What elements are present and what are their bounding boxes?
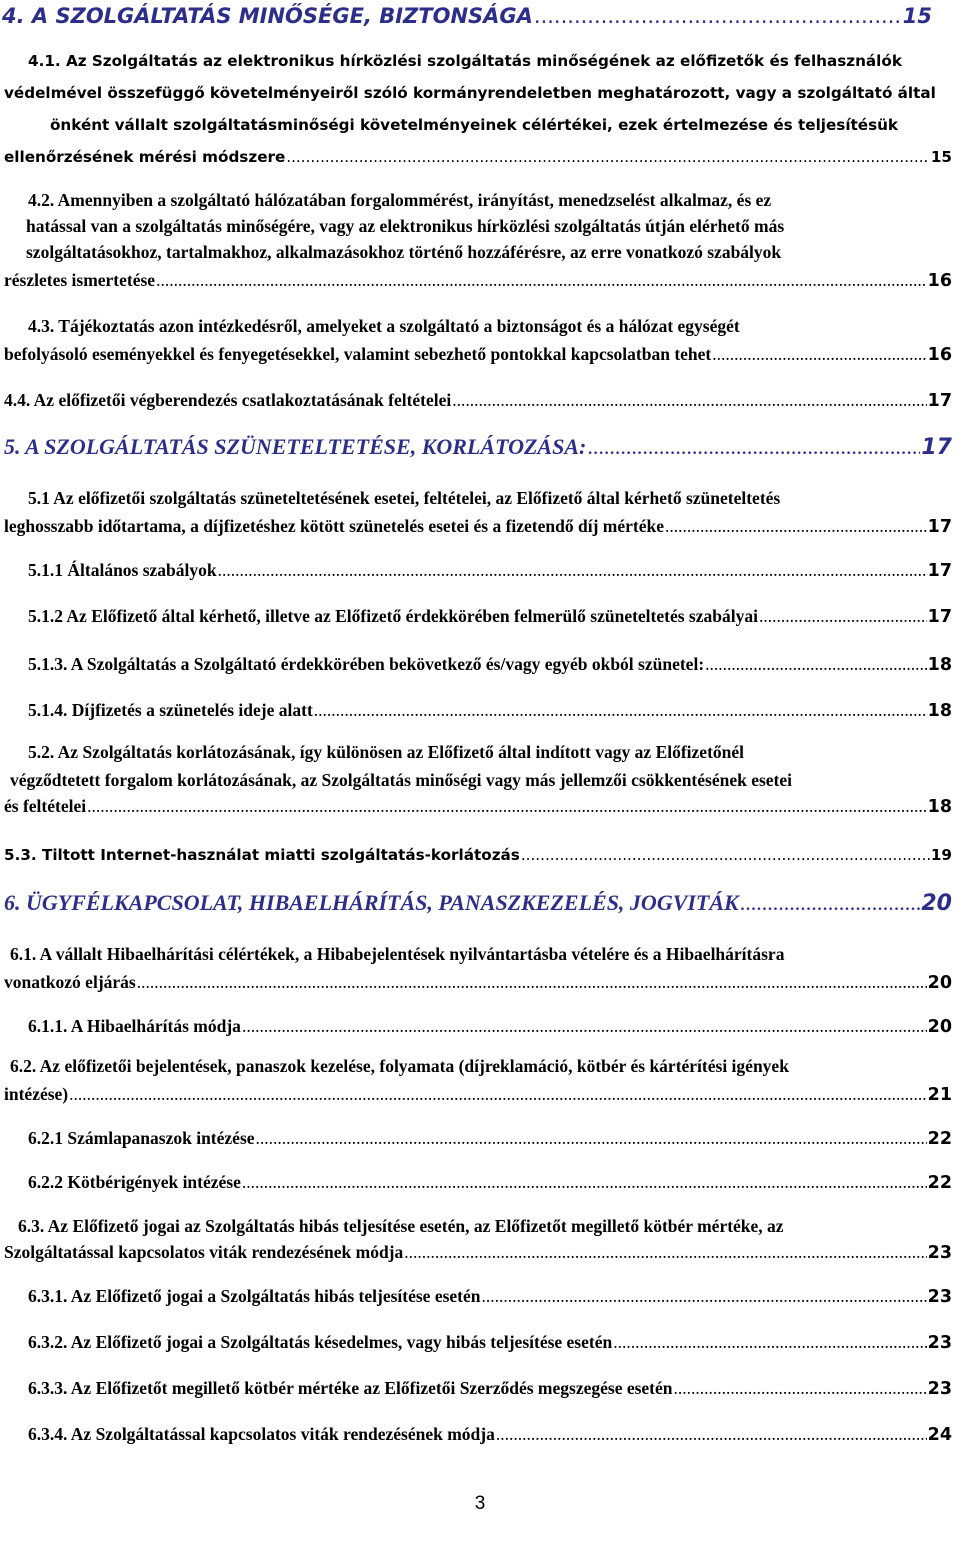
toc-entry-5-3[interactable]: 5.3. Tiltott Internet-használat miatti szolgáltatás-korlátozás ..... 19 [4, 846, 952, 864]
toc-entry-chapter-5[interactable]: 5. A SZOLGÁLTATÁS SZÜNETELTETÉSE, KORLÁTOZÁSA: ..... 17 [4, 434, 952, 460]
toc-entry-5-1-1[interactable]: 5.1.1 Általános szabályok ..... 17 [28, 560, 952, 581]
toc-entry-6-3-3[interactable]: 6.3.3. Az Előfizetőt megillető kötbér mértéke az Előfizetői Szerződés megszegése esetén ..... 23 [28, 1378, 952, 1399]
toc-entry-5-1-2[interactable]: 5.1.2 Az Előfizető által kérhető, illetve az Előfizető érdekkörében felmerülő szüneteltetés szabályai ..... 17 [28, 606, 952, 627]
toc-entry-6-2-2[interactable]: 6.2.2 Kötbérigények intézése ..... 22 [28, 1172, 952, 1193]
toc-entry-6-2-1[interactable]: 6.2.1 Számlapanaszok intézése ..... 22 [28, 1128, 952, 1149]
toc-entry-5-1-3[interactable]: 5.1.3. A Szolgáltatás a Szolgáltató érdekkörében bekövetkező és/vagy egyéb okból szünetel: ..... 18 [28, 654, 952, 675]
toc-entry-6-3-1[interactable]: 6.3.1. Az Előfizető jogai a Szolgáltatás hibás teljesítése esetén ..... 23 [28, 1286, 952, 1307]
toc-page: 4. A SZOLGÁLTATÁS MINŐSÉGE, BIZTONSÁGA ..... 15 4.1. Az Szolgáltatás az elektronikus hírközlési szolgáltatás minőségének az előfizetők és felhasználók védelmével összefüggő követelményeiről szóló kormányrendeletben meghatározott, vagy a szolgáltató által önként vállalt szolgáltatásminőségi követelményeinek célértékei, ezek értelmezése és teljesítésük ellenőrzésének mérési módszere ..... 15 4.2. Amennyiben a szolgáltató hálózatában forgalommérést, irányítást, menedzselést alkalmaz, és ez hatással van a szolgáltatás minőségére, vagy az elektronikus hírközlési szolgáltatás útján elérhető más szolgáltatásokhoz, tartalmakhoz, alkalmazásokhoz történő hozzáférésre, az erre vonatkozó szabályok részletes ismertetése ..... 16 4.3. Tájékoztatás azon intézkedésről, amelyeket a szolgáltató a biztonságot és a hálózat egységét befolyásoló eseményekkel és fenyegetésekkel, valamint sebezhető pontokkal kapcsolatban tehet ..... 16 4.4. Az előfizetői végberendezés csatlakoztatásának feltételei ..... 17 5. A SZOLGÁLTATÁS SZÜNETELTETÉSE, KORLÁTOZÁSA: ..... 17 5.1 Az előfizetői szolgáltatás szüneteltetésének esetei, feltételei, az Előfizető által kérhető szüneteltetés leghosszabb időtartama, a díjfizetéshez kötött szünetelés esetei és a fizetendő díj mértéke ..... 17 5.1.1 Általános szabályok ..... 17 5.1.2 Az Előfizető által kérhető, illetve az Előfizető érdekkörében felmerülő szüneteltetés szabályai ..... 17 5.1.3. A Szolgáltatás a Szolgáltató érdekkörében bekövetkező és/vagy egyéb okból szünetel: ..... 18 5.1.4. Díjfizetés a szünetelés ideje alatt ..... 18 5.2. Az Szolgáltatás korlátozásának, így különösen az Előfizető által indított vagy az Előfizetőnél végződtetett forgalom korlátozásának, az Szolgáltatás minőségi vagy más jellemzői csökkentésének esetei és feltételei ..... 18 5.3. Tiltott Internet-használat miatti szolgáltatás-korlátozás ..... 19 6. ÜGYFÉLKAPCSOLAT, HIBAELHÁRÍTÁS, PANASZKEZELÉS, JOGVITÁK ..... 20 6.1. A vállalt Hibaelhárítási célértékek, a Hibabejelentések nyilvántartásba vételére és a Hibaelhárításra vonatkozó eljárás ..... 20 6.1.1. A Hibaelhárítás módja ..... 20 6.2. Az előfizetői bejelentések, panaszok kezelése, folyamata (díjreklamáció, kötbér és kártérítési igények intézése) ..... 21 6.2.1 Számlapanaszok intézése ..... 22 6.2.2 Kötbérigények intézése ..... 22 6.3. Az Előfizető jogai az Szolgáltatás hibás teljesítése esetén, az Előfizetőt megillető kötbér mértéke, az Szolgáltatással kapcsolatos viták rendezésének módja ..... 23 6.3.1. Az Előfizető jogai a Szolgáltatás hibás teljesítése esetén ..... 23 6.3.2. Az Előfizető jogai a Szolgáltatás késedelmes, vagy hibás teljesítése esetén ..... 23 6.3.3. Az Előfizetőt megillető kötbér mértéke az Előfizetői Szerződés megszegése esetén ..... 23 6.3.4. Az Szolgáltatással kapcsolatos viták rendezésének módja ..... 24 3 [0, 0, 960, 1541]
page-number: 3 [474, 1493, 486, 1514]
toc-entry-chapter-4[interactable]: 4. A SZOLGÁLTATÁS MINŐSÉGE, BIZTONSÁGA ..... 15 [2, 4, 932, 28]
toc-entry-6-3-2[interactable]: 6.3.2. Az Előfizető jogai a Szolgáltatás késedelmes, vagy hibás teljesítése esetén ..... 23 [28, 1332, 952, 1353]
toc-entry-5-1-4[interactable]: 5.1.4. Díjfizetés a szünetelés ideje alatt ..... 18 [28, 700, 952, 721]
toc-entry-6-3-4[interactable]: 6.3.4. Az Szolgáltatással kapcsolatos viták rendezésének módja ..... 24 [28, 1424, 952, 1445]
toc-entry-chapter-6[interactable]: 6. ÜGYFÉLKAPCSOLAT, HIBAELHÁRÍTÁS, PANASZKEZELÉS, JOGVITÁK ..... 20 [4, 890, 952, 916]
toc-entry-6-1-1[interactable]: 6.1.1. A Hibaelhárítás módja ..... 20 [28, 1016, 952, 1037]
toc-entry-4-4[interactable]: 4.4. Az előfizetői végberendezés csatlakoztatásának feltételei ..... 17 [4, 390, 952, 411]
